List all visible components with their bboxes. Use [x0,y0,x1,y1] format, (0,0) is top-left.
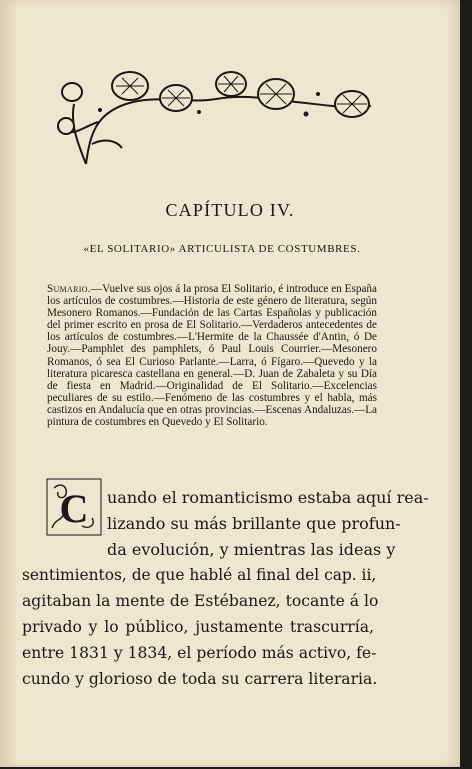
body-line: entre 1831 y 1834, el período más activo, fe- [22,644,377,662]
body-line: sentimientos, de que hablé al final del cap. ii, [22,566,377,584]
dropcap-letter: C [59,486,89,531]
summary-lead: Sumario. [47,283,91,295]
floral-ornament [56,64,374,168]
page-edge-shadow [0,0,18,767]
chapter-heading: CAPÍTULO IV. [165,200,295,220]
chapter-summary [47,283,377,428]
decorated-initial-icon [46,478,102,536]
summary-text: —Vuelve sus ojos á la prosa El Solitario, é introduce en España los artículos de costumbres.—Historia de este género de literatura, según Mesonero Romanos.—Fundación de las Cartas Españolas y publicación del primer escrito en prosa de El Solitario.—Verdaderos antecedentes de los artículos de costumbres.—L'Hermite de la Chaussée d'Antin, ó De Jouy.—Pamphlet des pamphlets, ó Paul Louis Courrier.—Mesonero Romanos, ó sea El Curioso Parlante.—Larra, ó Fígaro.—Quevedo y la literatura picaresca castellana en general.—D. Juan de Zabaleta y su Día de fiesta en Madrid.—Originalidad de El Solitario.—Excelencias peculiares de su estilo.—Fenómeno de las costumbres y el habla, más castizos en Andalucía que en otras provincias.—Escenas Andaluzas.—La pintura de costumbres en Quevedo y El Solitario. [47,283,377,429]
body-line: da evolución, y mientras las ideas y [107,540,396,559]
body-line: privado y lo público, justamente trascurría, [22,618,374,636]
body-line: agitaban la mente de Estébanez, tocante á lo [22,592,379,610]
body-line: cundo y glorioso de toda su carrera literaria. [22,670,378,688]
body-line: uando el romanticismo estaba aquí rea- [107,488,429,507]
chapter-subtitle: «EL SOLITARIO» ARTICULISTA DE COSTUMBRES. [83,243,361,255]
body-line: lizando su más brillante que profun- [107,514,401,533]
